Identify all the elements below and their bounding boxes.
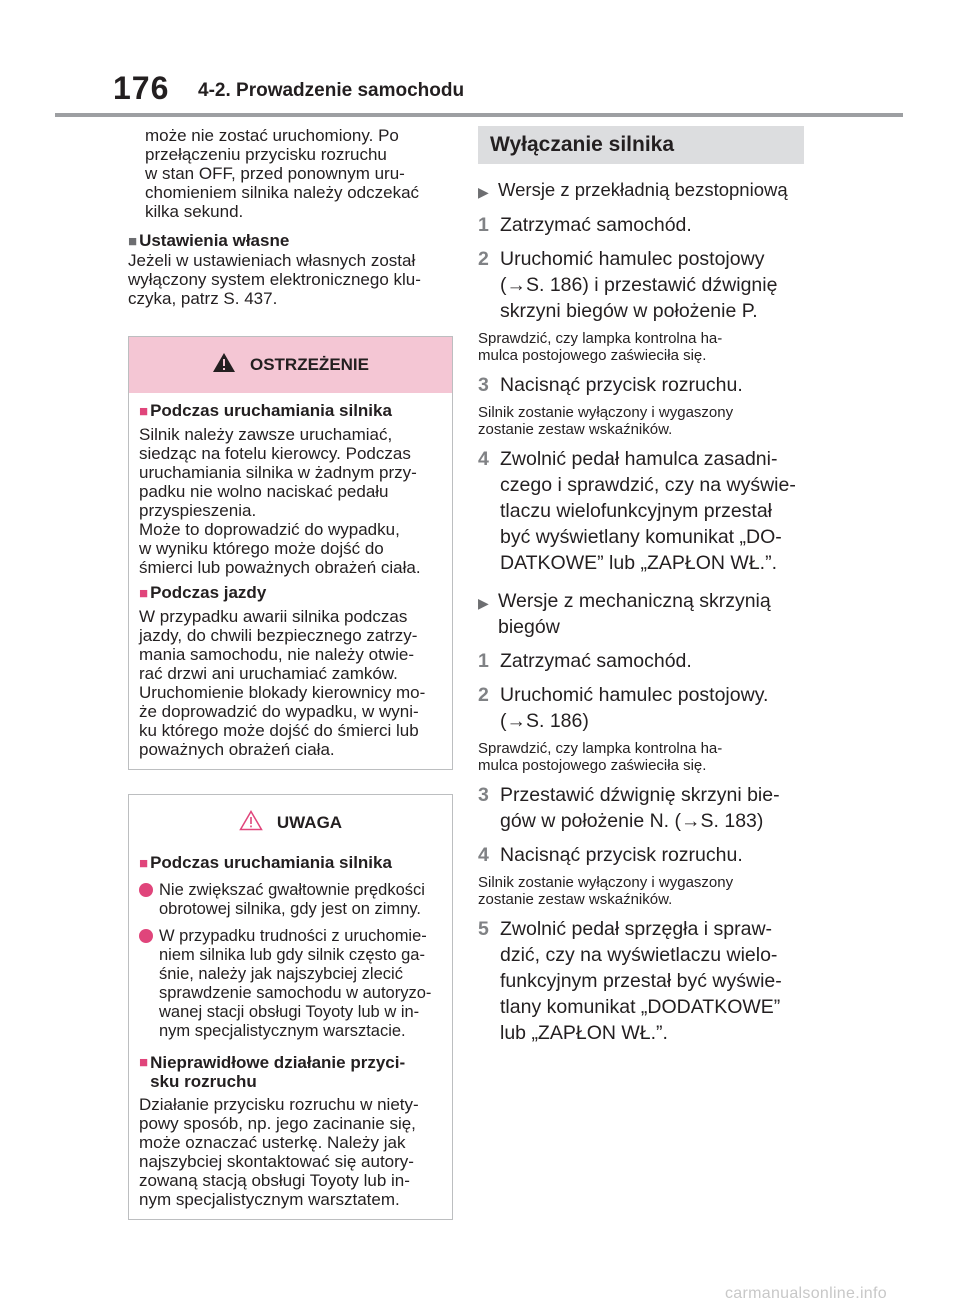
warning-body bbox=[129, 393, 452, 769]
step: 5 Zwolnić pedał sprzęgła i spraw- dzić, czy na wyświetlaczu wielo- funkcyjnym przestał być wyświe- tlany komunikat „DODATKOWE” lub „ZAPŁON WŁ.”. bbox=[478, 918, 782, 1044]
square-bullet-icon: ■ bbox=[139, 585, 149, 602]
right-column bbox=[478, 126, 804, 1046]
warning-text-driving: W przypadku awarii silnika podczas jazdy, do chwili bezpiecznego zatrzy- mania samochodu, nie należy otwie- rać drzwi ani uruchamiać zamków. Uruchomienie blokady kierownicy mo- że doprowadzić do wypadku, w wyni- ku którego może dojść do śmierci lub poważnych obrażeń ciała. bbox=[139, 607, 426, 759]
variant-cvt: ▶ Wersje z przekładnią bezstopniową bbox=[478, 178, 804, 204]
notice-heading-button-malfunction: ■ Nieprawidłowe działanie przyci- sku rozruchu bbox=[139, 1053, 406, 1091]
caution-triangle-icon bbox=[239, 810, 263, 836]
step: 4 Nacisnąć przycisk rozruchu. bbox=[478, 844, 743, 866]
left-column bbox=[128, 126, 453, 1220]
notice-bullet: W przypadku trudności z uruchomie- niem silnika lub gdy silnik często ga- śnie, należy jak najszybciej zlecić sprawdzenie samochodu w autoryzo- wanej stacji obsługi Toyoty lub w in- nym specjalistycznym warsztacie. bbox=[139, 927, 446, 1041]
settings-text: Jeżeli w ustawieniach własnych został wyłączony system elektronicznego klu- czyka, patrz S. 437. bbox=[128, 251, 421, 308]
step: 1 Zatrzymać samochód. bbox=[478, 650, 692, 672]
warning-title: OSTRZEŻENIE bbox=[129, 337, 452, 393]
square-bullet-icon: ■ bbox=[139, 403, 149, 420]
warning-box bbox=[128, 336, 453, 770]
step: 2 Uruchomić hamulec postojowy. (→S. 186) bbox=[478, 684, 769, 732]
warning-text-engine-start: Silnik należy zawsze uruchamiać, siedząc na fotelu kierowcy. Podczas uruchamiania silnika w żadnym przy- padku nie wolno naciskać pedału przyspieszenia. Może to doprowadzić do wypadku, w wyniku którego może dojść do śmierci lub poważnych obrażeń ciała. bbox=[139, 425, 421, 577]
round-bullet-icon bbox=[139, 929, 153, 943]
square-bullet-icon: ■ bbox=[139, 855, 149, 872]
step: 3 Przestawić dźwignię skrzyni bie- gów w położenie N. (→S. 183) bbox=[478, 784, 780, 832]
page-number: 176 bbox=[113, 70, 170, 106]
watermark: carmanualsonline.info bbox=[725, 1285, 887, 1302]
step-note: Silnik zostanie wyłączony i wygaszony zostanie zestaw wskaźników. bbox=[478, 404, 734, 438]
triangle-bullet-icon: ▶ bbox=[478, 595, 489, 611]
variant-manual: ▶ Wersje z mechaniczną skrzynią biegów bbox=[478, 590, 771, 638]
step-note: Silnik zostanie wyłączony i wygaszony zostanie zestaw wskaźników. bbox=[478, 874, 734, 908]
page-header bbox=[113, 70, 903, 114]
notice-body bbox=[129, 851, 452, 1219]
section-title: 4-2. Prowadzenie samochodu bbox=[198, 80, 465, 101]
step: 1 Zatrzymać samochód. bbox=[478, 214, 692, 236]
triangle-bullet-icon: ▶ bbox=[478, 184, 489, 200]
notice-heading-engine-start: ■ Podczas uruchamiania silnika bbox=[139, 853, 392, 872]
step: 3 Nacisnąć przycisk rozruchu. bbox=[478, 374, 743, 396]
round-bullet-icon bbox=[139, 883, 153, 897]
notice-text-button-malfunction: Działanie przycisku rozruchu w niety- powy sposób, np. jego zacinanie się, może oznaczać usterkę. Należy jak najszybciej skontaktować się autory- zowaną stacją obsługi Toyoty lub in- nym specjalistycznym warsztatem. bbox=[139, 1095, 419, 1209]
notice-bullet: Nie zwiększać gwałtownie prędkości obrotowej silnika, gdy jest on zimny. bbox=[139, 881, 446, 919]
engine-off-heading: Wyłączanie silnika bbox=[478, 126, 804, 164]
settings-heading: ■ Ustawienia własne bbox=[128, 231, 290, 250]
step-note: Sprawdzić, czy lampka kontrolna ha- mulca postojowego zaświeciła się. bbox=[478, 330, 723, 364]
warning-triangle-icon bbox=[212, 352, 236, 378]
header-rule bbox=[55, 113, 903, 117]
notice-box bbox=[128, 794, 453, 1220]
warning-heading-engine-start: ■ Podczas uruchamiania silnika bbox=[139, 401, 392, 420]
step-note: Sprawdzić, czy lampka kontrolna ha- mulca postojowego zaświeciła się. bbox=[478, 740, 723, 774]
square-bullet-icon: ■ bbox=[128, 233, 138, 250]
step: 4 Zwolnić pedał hamulca zasadni- czego i sprawdzić, czy na wyświe- tlaczu wielofunkcyjnym przestał być wyświetlany komunikat „DO- DATKOWE” lub „ZAPŁON WŁ.”. bbox=[478, 448, 796, 574]
notice-title: UWAGA bbox=[129, 795, 452, 851]
intro-text: może nie zostać uruchomiony. Po przełączeniu przycisku rozruchu w stan OFF, przed ponownym uru- chomieniem silnika należy odczekać kilka sekund. bbox=[145, 126, 420, 221]
warning-heading-driving: ■ Podczas jazdy bbox=[139, 583, 267, 602]
step: 2 Uruchomić hamulec postojowy (→S. 186) i przestawić dźwignię skrzyni biegów w położenie P. bbox=[478, 248, 778, 322]
square-bullet-icon: ■ bbox=[139, 1054, 149, 1071]
